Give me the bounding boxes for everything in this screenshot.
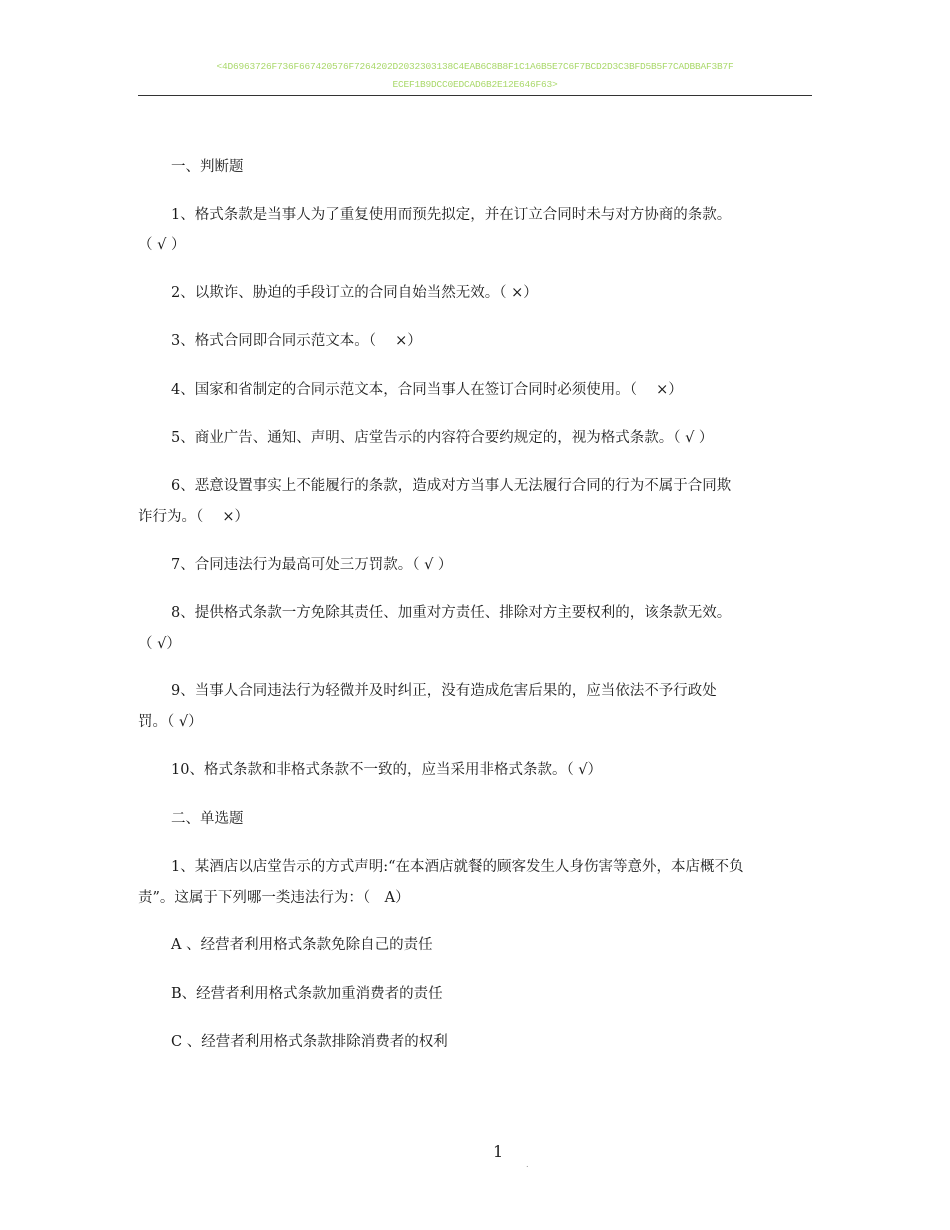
- question-2: 2、以欺诈、胁迫的手段订立的合同自始当然无效。（ ×）: [171, 285, 538, 301]
- question-9-line-1: 9、当事人合同违法行为轻微并及时纠正，没有造成危害后果的，应当依法不予行政处: [171, 683, 717, 699]
- question-1-line-2: （ √ ）: [138, 237, 186, 253]
- question-1-line-1: 1、格式条款是当事人为了重复使用而预先拟定，并在订立合同时未与对方协商的条款。: [171, 207, 732, 223]
- question-5: 5、商业广告、通知、声明、店堂告示的内容符合要约规定的，视为格式条款。（ √ ）: [171, 430, 714, 446]
- question-6-line-1: 6、恶意设置事实上不能履行的条款，造成对方当事人无法履行合同的行为不属于合同欺: [171, 478, 732, 494]
- choice-question-1-line-1: 1、某酒店以店堂告示的方式声明:“在本酒店就餐的顾客发生人身伤害等意外，本店概不负: [171, 859, 744, 875]
- footer-mark: .: [526, 1160, 529, 1169]
- option-c: C 、经营者利用格式条款排除消费者的权利: [171, 1034, 448, 1050]
- question-6-line-2: 诈行为。（ ×）: [138, 509, 250, 525]
- section-title-true-false: 一、判断题: [171, 159, 244, 175]
- document-hash-line-2: ECEF1B9DCC0EDCAD6B2E12E646F63>: [392, 79, 558, 90]
- question-9-line-2: 罚。（ √）: [138, 714, 203, 730]
- document-hash-line-1: <4D6963726F736F667420576F7264202D2032303138C4EAB6C8B8F1C1A6B5E7C6F7BCD2D3C3BFD5B5F7CADBBAF3B7F: [216, 61, 734, 72]
- header-rule: [138, 95, 812, 96]
- question-10: 10、格式条款和非格式条款不一致的，应当采用非格式条款。（ √）: [171, 762, 603, 778]
- question-4: 4、国家和省制定的合同示范文本，合同当事人在签订合同时必须使用。（ ×）: [171, 382, 683, 398]
- option-a: A 、经营者利用格式条款免除自己的责任: [171, 937, 433, 953]
- question-8-line-1: 8、提供格式条款一方免除其责任、加重对方责任、排除对方主要权利的，该条款无效。: [171, 605, 732, 621]
- question-7: 7、合同违法行为最高可处三万罚款。（ √ ）: [171, 557, 453, 573]
- section-title-single-choice: 二、单选题: [171, 811, 244, 827]
- page-number: 1: [493, 1142, 504, 1161]
- question-3: 3、格式合同即合同示范文本。（ ×）: [171, 333, 422, 349]
- option-b: B、经营者利用格式条款加重消费者的责任: [171, 986, 443, 1002]
- question-8-line-2: （ √）: [138, 636, 181, 652]
- choice-question-1-line-2: 责”。这属于下列哪一类违法行为：（ A）: [138, 890, 410, 906]
